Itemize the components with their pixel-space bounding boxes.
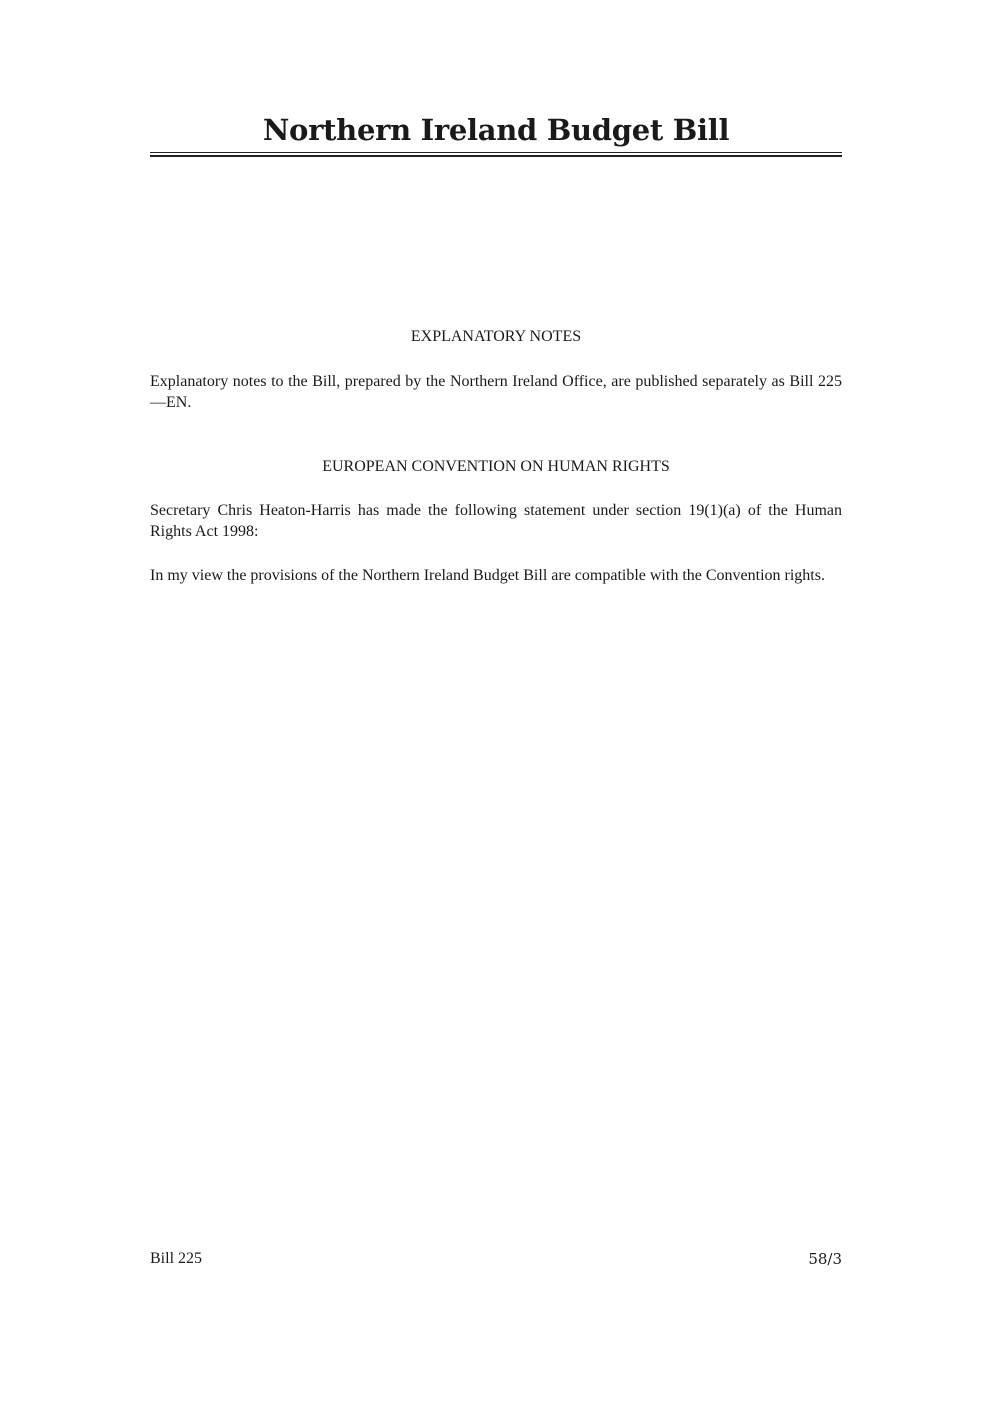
echr-statement: In my view the provisions of the Northern Ireland Budget Bill are compatible with the Convention rights.: [150, 567, 825, 584]
echr-statement-intro: Secretary Chris Heaton-Harris has made the following statement under section 19(1)(a) of the Human Rights Act 1998:: [150, 502, 842, 540]
footer-print-reference: 58/3: [808, 1250, 842, 1268]
echr-heading: EUROPEAN CONVENTION ON HUMAN RIGHTS: [322, 458, 670, 475]
explanatory-notes-text: Explanatory notes to the Bill, prepared by the Northern Ireland Office, are published separately as Bill 225—EN.: [150, 373, 842, 411]
title-rule-thick: [150, 155, 842, 157]
title-rule-thin: [150, 152, 842, 153]
footer-bill-number: Bill 225: [150, 1250, 203, 1267]
explanatory-notes-heading: EXPLANATORY NOTES: [410, 328, 582, 345]
page-title: Northern Ireland Budget Bill: [262, 113, 730, 147]
